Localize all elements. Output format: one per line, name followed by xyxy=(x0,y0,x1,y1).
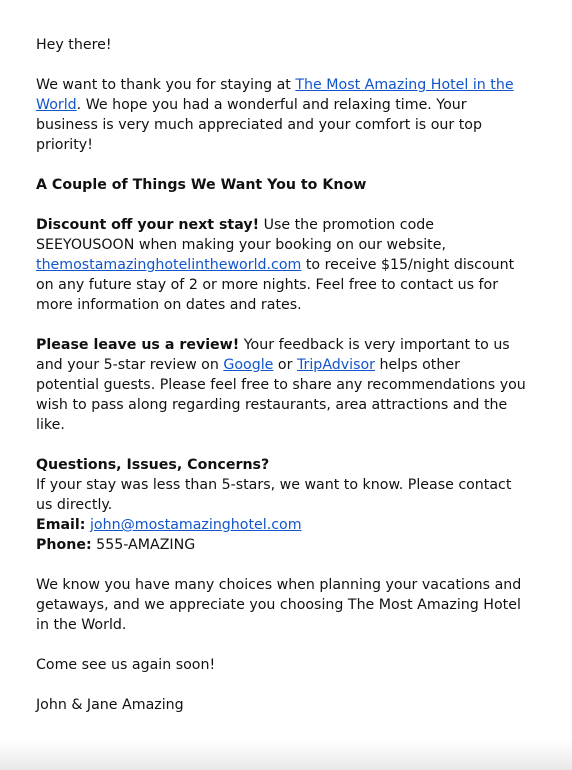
email-contact-line xyxy=(36,515,526,535)
review-paragraph xyxy=(36,335,526,435)
greeting: Hey there! xyxy=(36,37,112,53)
review-text-end: helps other potential guests. Please feel free to share any recommendations you wish to pass along regarding restaurants, area attractions and the like. xyxy=(36,357,526,433)
bottom-fade xyxy=(0,740,572,770)
come-again-text: Come see us again soon! xyxy=(36,657,216,673)
email-body xyxy=(36,35,526,735)
hotel-name-link[interactable]: The Most Amazing Hotel in the World xyxy=(36,77,514,113)
review-text-start: Your feedback is very important to us and your 5-star review on xyxy=(36,337,510,373)
section-heading: A Couple of Things We Want You to Know xyxy=(36,177,367,193)
phone-contact-line xyxy=(36,535,526,555)
review-text-or: or xyxy=(273,357,297,373)
discount-paragraph xyxy=(36,215,526,315)
review-heading: Please leave us a review! xyxy=(36,337,240,353)
phone-number: 555-AMAZING xyxy=(91,537,196,553)
discount-text-end: to receive $15/night discount on any future stay of 2 or more nights. Feel free to contact us for more information on dates and rates. xyxy=(36,257,515,313)
thank-you-paragraph xyxy=(36,75,526,155)
phone-label: Phone: xyxy=(36,537,92,553)
website-link[interactable]: themostamazinghotelintheworld.com xyxy=(36,257,302,273)
discount-text-start: Use the promotion code SEEYOUSOON when making your booking on our website, xyxy=(36,217,446,253)
email-label: Email: xyxy=(36,517,86,533)
thank-you-text-end: . We hope you had a wonderful and relaxing time. Your business is very much appreciated and your comfort is our top priority! xyxy=(36,97,482,153)
signature: John & Jane Amazing xyxy=(36,697,184,713)
closing-paragraph: We know you have many choices when planning your vacations and getaways, and we appreciate you choosing The Most Amazing Hotel in the World. xyxy=(36,577,522,633)
questions-text: If your stay was less than 5-stars, we want to know. Please contact us directly. xyxy=(36,477,512,513)
contact-email-link[interactable]: john@mostamazinghotel.com xyxy=(89,517,302,533)
google-review-link[interactable]: Google xyxy=(223,357,274,373)
discount-heading: Discount off your next stay! xyxy=(36,217,260,233)
questions-heading: Questions, Issues, Concerns? xyxy=(36,457,270,473)
tripadvisor-review-link[interactable]: TripAdvisor xyxy=(296,357,376,373)
thank-you-text-start: We want to thank you for staying at xyxy=(36,77,296,93)
